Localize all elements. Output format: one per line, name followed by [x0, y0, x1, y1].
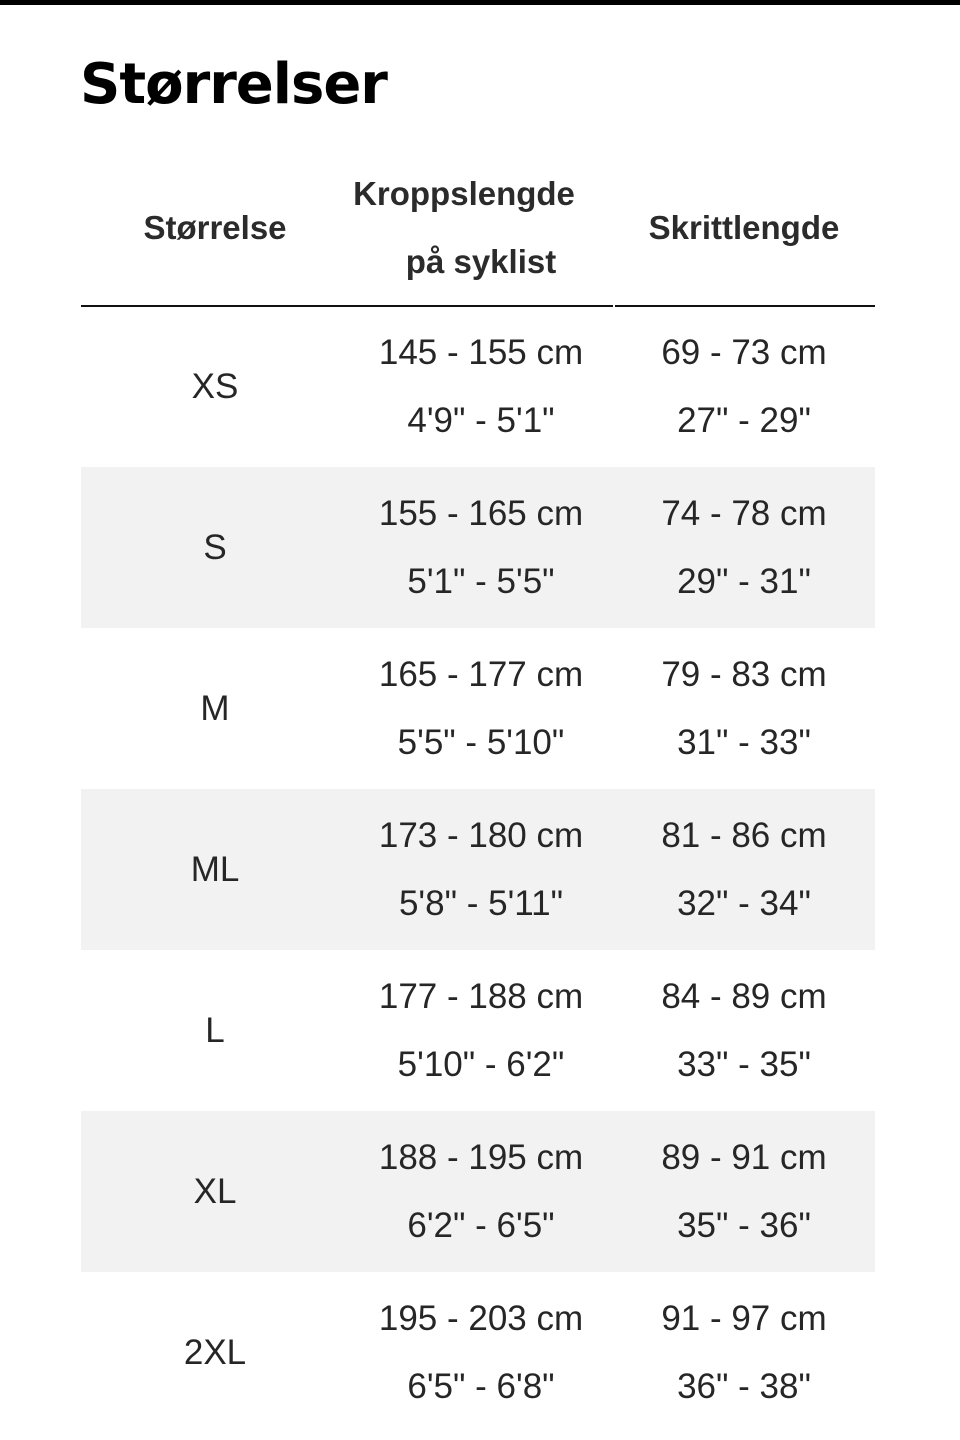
height-cm-cell: 177 - 188 cm — [378, 976, 584, 1016]
inseam-in-cell: 33" - 35" — [677, 1044, 811, 1084]
inseam-in-cell: 29" - 31" — [677, 561, 811, 601]
size-cell: ML — [190, 849, 240, 889]
table-row — [81, 628, 875, 789]
size-cell: L — [205, 1010, 225, 1050]
inseam-cm-cell: 84 - 89 cm — [661, 976, 827, 1016]
height-ft-cell: 6'5" - 6'8" — [407, 1366, 555, 1406]
table-row — [81, 950, 875, 1111]
top-border — [0, 0, 960, 5]
inseam-in-cell: 35" - 36" — [677, 1205, 811, 1245]
height-cm-cell: 173 - 180 cm — [378, 815, 584, 855]
inseam-cm-cell: 91 - 97 cm — [661, 1298, 827, 1338]
inseam-cm-cell: 74 - 78 cm — [661, 493, 827, 533]
height-ft-cell: 6'2" - 6'5" — [407, 1205, 555, 1245]
height-ft-cell: 5'10" - 6'2" — [397, 1044, 565, 1084]
height-cm-cell: 145 - 155 cm — [378, 332, 584, 372]
table-row — [81, 1111, 875, 1272]
size-cell: XL — [193, 1171, 237, 1211]
height-cm-cell: 165 - 177 cm — [378, 654, 584, 694]
inseam-in-cell: 32" - 34" — [677, 883, 811, 923]
size-cell: XS — [191, 366, 239, 406]
table-body — [81, 306, 875, 1433]
inseam-cm-cell: 79 - 83 cm — [661, 654, 827, 694]
header-body-height-line2: på syklist — [405, 243, 557, 280]
table-row — [81, 1272, 875, 1433]
height-cm-cell: 155 - 165 cm — [378, 493, 584, 533]
table-row — [81, 306, 875, 467]
table-row — [81, 789, 875, 950]
inseam-cm-cell: 69 - 73 cm — [661, 332, 827, 372]
size-cell: S — [203, 527, 227, 567]
header-inseam: Skrittlengde — [648, 209, 840, 246]
size-cell: M — [200, 688, 230, 728]
size-cell: 2XL — [183, 1332, 247, 1372]
height-ft-cell: 5'5" - 5'10" — [397, 722, 565, 762]
height-ft-cell: 5'8" - 5'11" — [398, 883, 564, 923]
table-row — [81, 467, 875, 628]
height-cm-cell: 188 - 195 cm — [378, 1137, 584, 1177]
inseam-in-cell: 36" - 38" — [677, 1366, 811, 1406]
height-ft-cell: 5'1" - 5'5" — [407, 561, 555, 601]
inseam-in-cell: 31" - 33" — [677, 722, 811, 762]
inseam-cm-cell: 81 - 86 cm — [661, 815, 827, 855]
header-body-height — [349, 150, 613, 306]
inseam-cm-cell: 89 - 91 cm — [661, 1137, 827, 1177]
table-header — [81, 150, 875, 306]
height-ft-cell: 4'9" - 5'1" — [407, 400, 555, 440]
header-body-height-line1: Kroppslengde — [353, 175, 575, 212]
header-size: Størrelse — [143, 209, 287, 246]
page-title: Størrelser — [80, 52, 387, 117]
size-table — [81, 150, 875, 1433]
height-cm-cell: 195 - 203 cm — [378, 1298, 584, 1338]
inseam-in-cell: 27" - 29" — [677, 400, 811, 440]
